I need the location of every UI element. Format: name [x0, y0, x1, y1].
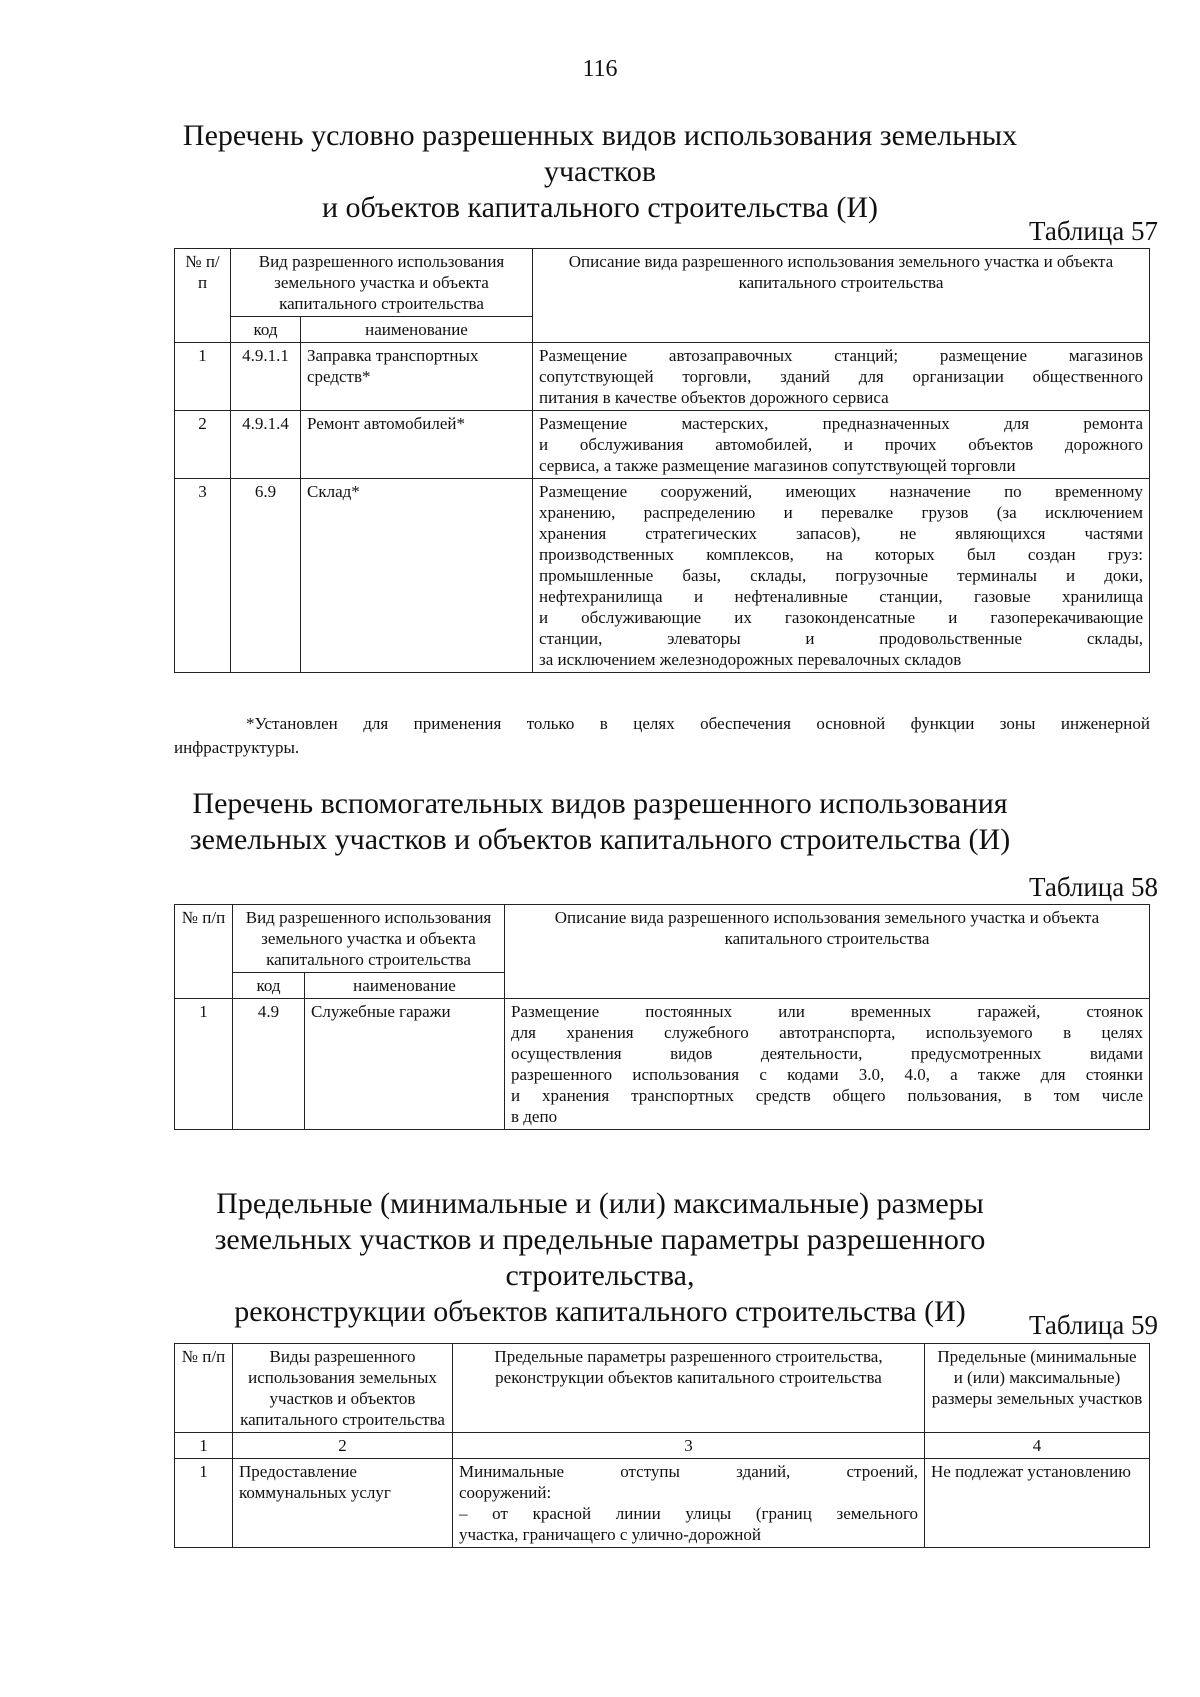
header-num: № п/п — [175, 905, 233, 999]
header-types: Виды разрешенного использования земельных участков и объектов капитального строительства — [233, 1344, 453, 1433]
table57 — [174, 248, 1150, 673]
col-number: 3 — [453, 1433, 925, 1459]
table-row — [175, 479, 1150, 673]
table58 — [174, 904, 1150, 1130]
header-description: Описание вида разрешенного использования земельного участка и объекта капитального строительства — [533, 249, 1150, 343]
section2-title: Перечень вспомогательных видов разрешенного использования земельных участков и объектов капитального строительства (И) — [189, 787, 1011, 856]
table-row — [175, 343, 1150, 411]
section3-title: Предельные (минимальные и (или) максимальные) размеры земельных участков и предельные параметры разрешенного строительства, реконструкции объектов капитального строительства (И) — [214, 1187, 986, 1328]
row-size: Не подлежат установлению — [925, 1459, 1150, 1548]
row-code: 4.9.1.4 — [231, 411, 301, 479]
table-row — [175, 999, 1150, 1130]
header-name: наименование — [305, 973, 505, 999]
header-type-group: Вид разрешенного использования земельного участка и объекта капитального строительства — [231, 249, 533, 317]
header-num: № п/п — [175, 1344, 233, 1433]
column-numbers — [175, 1433, 1150, 1459]
table-row — [175, 411, 1150, 479]
row-name: Служебные гаражи — [305, 999, 505, 1130]
row-num: 2 — [175, 411, 231, 479]
row-name: Склад* — [301, 479, 533, 673]
col-number: 1 — [175, 1433, 233, 1459]
row-num: 1 — [175, 999, 233, 1130]
page-number: 116 — [582, 56, 618, 82]
row-type: Предоставление коммунальных услуг — [233, 1459, 453, 1548]
table58-caption: Таблица 58 — [1029, 872, 1158, 902]
row-params: Минимальные отступы зданий, строений, сооружений: – от красной линии улицы (границ земельного участка, граничащего с улично-дорожной — [453, 1459, 925, 1548]
table59-caption: Таблица 59 — [1029, 1310, 1158, 1340]
col-number: 2 — [233, 1433, 453, 1459]
header-type-group: Вид разрешенного использования земельного участка и объекта капитального строительства — [233, 905, 505, 973]
row-num: 3 — [175, 479, 231, 673]
table57-caption: Таблица 57 — [1029, 216, 1158, 246]
section1-title: Перечень условно разрешенных видов использования земельных участков и объектов капитального строительства (И) — [182, 119, 1018, 224]
header-description: Описание вида разрешенного использования земельного участка и объекта капитального строительства — [505, 905, 1150, 999]
header-sizes: Предельные (минимальные и (или) максимальные) размеры земельных участков — [925, 1344, 1150, 1433]
header-params: Предельные параметры разрешенного строительства, реконструкции объектов капитального строительства — [453, 1344, 925, 1433]
row-code: 4.9.1.1 — [231, 343, 301, 411]
row-code: 6.9 — [231, 479, 301, 673]
footnote: *Установлен для применения только в целях обеспечения основной функции зоны инженерной инфраструктуры. — [174, 714, 1150, 757]
row-name: Ремонт автомобилей* — [301, 411, 533, 479]
header-num: № п/п — [175, 249, 231, 343]
header-code: код — [233, 973, 305, 999]
row-description: Размещение сооружений, имеющих назначение по временному хранению, распределению и перевалке грузов (за исключением хранения стратегических запасов), не являющихся частями производственных комплексов, на которых был создан груз: промышленные базы, склады, погрузочные терминалы и доки, нефтехранилища и нефтеналивные станции, газовые хранилища и обслуживающие их газоконденсатные и газоперекачивающие станции, элеваторы и продовольственные склады, за исключением железнодорожных перевалочных складов — [533, 479, 1150, 673]
header-name: наименование — [301, 317, 533, 343]
table59 — [174, 1343, 1150, 1548]
row-description: Размещение автозаправочных станций; размещение магазинов сопутствующей торговли, зданий для организации общественного питания в качестве объектов дорожного сервиса — [533, 343, 1150, 411]
col-number: 4 — [925, 1433, 1150, 1459]
row-num: 1 — [175, 343, 231, 411]
row-code: 4.9 — [233, 999, 305, 1130]
row-description: Размещение мастерских, предназначенных для ремонта и обслуживания автомобилей, и прочих объектов дорожного сервиса, а также размещение магазинов сопутствующей торговли — [533, 411, 1150, 479]
row-description: Размещение постоянных или временных гаражей, стоянок для хранения служебного автотранспорта, используемого в целях осуществления видов деятельности, предусмотренных видами разрешенного использования с кодами 3.0, 4.0, а также для стоянки и хранения транспортных средств общего пользования, в том числе в депо — [505, 999, 1150, 1130]
row-num: 1 — [175, 1459, 233, 1548]
header-code: код — [231, 317, 301, 343]
row-name: Заправка транспортных средств* — [301, 343, 533, 411]
table-row — [175, 1459, 1150, 1548]
